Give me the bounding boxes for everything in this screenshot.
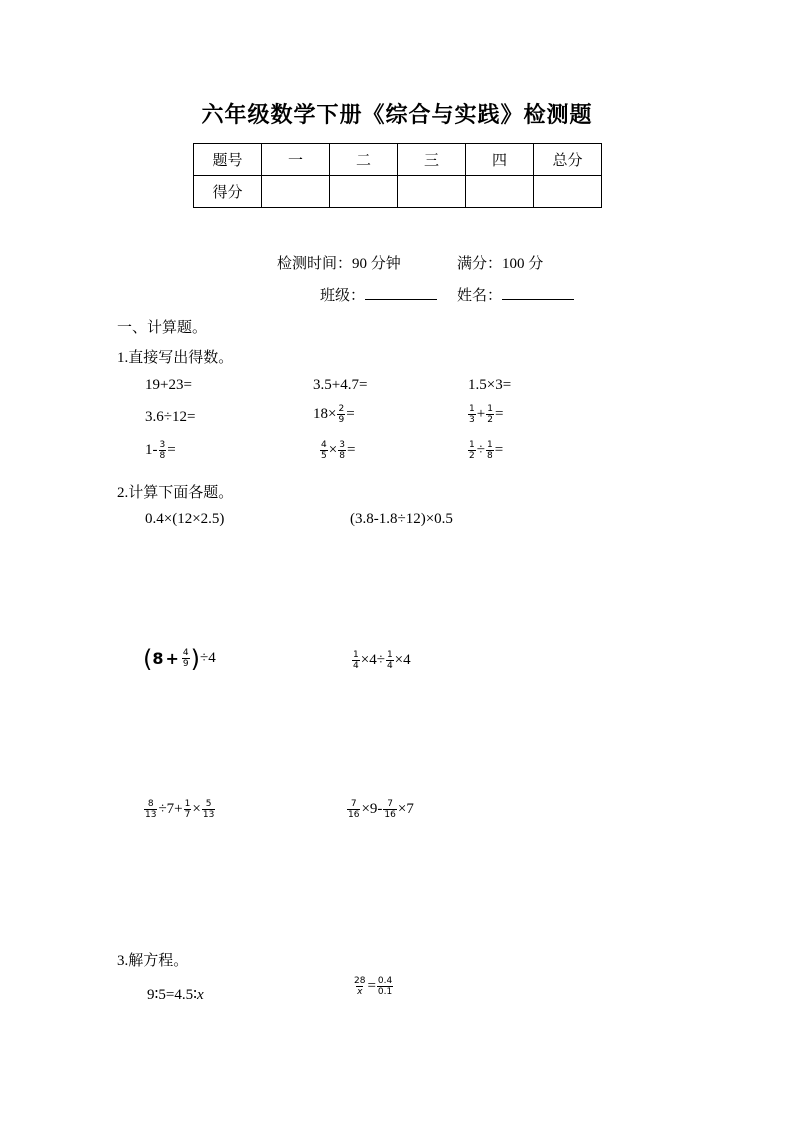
numerator: 28 (354, 976, 366, 986)
name-label: 姓名： (457, 288, 503, 304)
oral-item (145, 440, 176, 461)
fraction (184, 799, 192, 820)
fraction (159, 440, 167, 461)
calc-item (143, 799, 216, 820)
score-row-label: 得分 (194, 176, 262, 208)
equation-item (352, 976, 394, 997)
oral-item: 3.6÷12= (145, 409, 196, 425)
question-heading: 1.直接写出得数。 (117, 350, 234, 366)
score-cell[interactable] (398, 176, 466, 208)
expr-text: = (346, 406, 355, 422)
calc-item (143, 644, 216, 673)
numerator: 7 (350, 799, 357, 809)
denominator: 2 (469, 451, 475, 461)
expr-text: × (328, 442, 338, 458)
fraction (338, 440, 346, 461)
fraction (320, 440, 328, 461)
expr-text: 8 (152, 649, 164, 668)
question-heading: 3.解方程。 (117, 953, 189, 969)
numerator: 1 (386, 650, 393, 660)
fraction (383, 799, 396, 820)
fraction (144, 799, 157, 820)
oral-item: 19+23= (145, 377, 192, 393)
score-header-cell: 总分 (534, 144, 602, 176)
oral-item (319, 440, 355, 461)
class-blank[interactable] (365, 285, 437, 300)
expr-text: ÷4 (200, 650, 216, 666)
denominator: 8 (159, 451, 166, 461)
fraction (202, 799, 215, 820)
fraction (353, 976, 366, 997)
expr-text: 1- (145, 442, 158, 458)
numerator: 0.4 (377, 976, 393, 986)
score-cell[interactable] (262, 176, 330, 208)
expr-text: 9∶5=4.5∶ (147, 987, 198, 1003)
numerator: 5 (205, 799, 212, 809)
class-field (320, 284, 437, 305)
denominator: 16 (348, 810, 360, 820)
question-heading: 2.计算下面各题。 (117, 485, 234, 501)
numerator: 1 (469, 404, 475, 414)
expr-text: = (167, 442, 176, 458)
score-cell[interactable] (330, 176, 398, 208)
numerator: 8 (147, 799, 154, 809)
numerator: 7 (387, 799, 394, 809)
fraction (182, 648, 190, 669)
denominator: 4 (386, 661, 393, 671)
score-table (193, 143, 602, 208)
expr-text: ÷ (476, 442, 485, 458)
oral-item: 1.5×3= (468, 377, 512, 393)
score-header-cell: 三 (398, 144, 466, 176)
oral-item (313, 404, 355, 425)
name-blank[interactable] (502, 285, 574, 300)
calc-item: 0.4×(12×2.5) (145, 511, 225, 527)
numerator: 3 (159, 440, 166, 450)
numerator: 3 (339, 440, 345, 450)
expr-text: ÷7+ (158, 801, 183, 817)
denominator: 0.1 (377, 987, 393, 997)
calc-item: (3.8-1.8÷12)×0.5 (350, 511, 453, 527)
expr-text: = (367, 978, 376, 994)
denominator: 8 (339, 451, 345, 461)
numerator: 1 (184, 799, 191, 809)
expr-text: 18× (313, 406, 337, 422)
denominator: 7 (184, 810, 191, 820)
fraction (486, 440, 494, 461)
fraction (347, 799, 360, 820)
section-heading: 一、计算题。 (117, 320, 208, 336)
denominator: 13 (202, 810, 215, 820)
calc-item (351, 650, 411, 671)
right-paren: ) (190, 644, 201, 673)
numerator: 4 (182, 648, 189, 658)
expr-text: = (494, 406, 504, 422)
numerator: 1 (486, 440, 493, 450)
score-table-score-row (194, 176, 602, 208)
oral-item (467, 440, 503, 461)
expr-text: + (476, 406, 486, 422)
score-header-cell: 题号 (194, 144, 262, 176)
numerator: 4 (321, 440, 327, 450)
score-cell[interactable] (466, 176, 534, 208)
fraction (468, 440, 476, 461)
fraction (337, 404, 345, 425)
denominator: 9 (338, 415, 345, 425)
equation-item (147, 985, 204, 1004)
fraction (386, 650, 394, 671)
expr-text: = (494, 442, 504, 458)
oral-item: 3.5+4.7= (313, 377, 368, 393)
left-paren: ( (143, 644, 153, 673)
score-cell[interactable] (534, 176, 602, 208)
denominator: 3 (469, 415, 475, 425)
name-field (457, 284, 574, 305)
denominator: 5 (321, 451, 327, 461)
expr-text: + (165, 649, 179, 668)
denominator: 4 (353, 661, 359, 671)
numerator: 1 (487, 404, 493, 414)
variable: x (197, 987, 204, 1003)
expr-text: = (346, 442, 356, 458)
denominator: 16 (384, 810, 396, 820)
score-header-cell: 四 (466, 144, 534, 176)
page-title: 六年级数学下册《综合与实践》检测题 (201, 102, 593, 127)
fraction (377, 976, 393, 997)
oral-item (467, 404, 503, 425)
fraction (486, 404, 494, 425)
denominator: 8 (486, 451, 493, 461)
denominator: 2 (487, 415, 493, 425)
class-label: 班级： (320, 288, 366, 304)
fraction (352, 650, 360, 671)
numerator: 1 (353, 650, 359, 660)
calc-item (346, 799, 414, 820)
expr-text: ×7 (397, 801, 414, 817)
score-header-cell: 二 (330, 144, 398, 176)
expr-text: ×4 (394, 652, 411, 668)
numerator: 1 (469, 440, 475, 450)
expr-text: ×4÷ (360, 652, 385, 668)
exam-time: 检测时间：90 分钟 (277, 256, 401, 272)
fraction (468, 404, 476, 425)
expr-text: × (192, 801, 201, 817)
score-table-header-row (194, 144, 602, 176)
full-score: 满分：100 分 (457, 256, 544, 272)
numerator: 2 (338, 404, 345, 414)
denominator: 9 (182, 659, 189, 669)
denominator: 13 (145, 810, 157, 820)
expr-text: ×9- (361, 801, 383, 817)
denominator: x (357, 987, 363, 997)
score-header-cell: 一 (262, 144, 330, 176)
